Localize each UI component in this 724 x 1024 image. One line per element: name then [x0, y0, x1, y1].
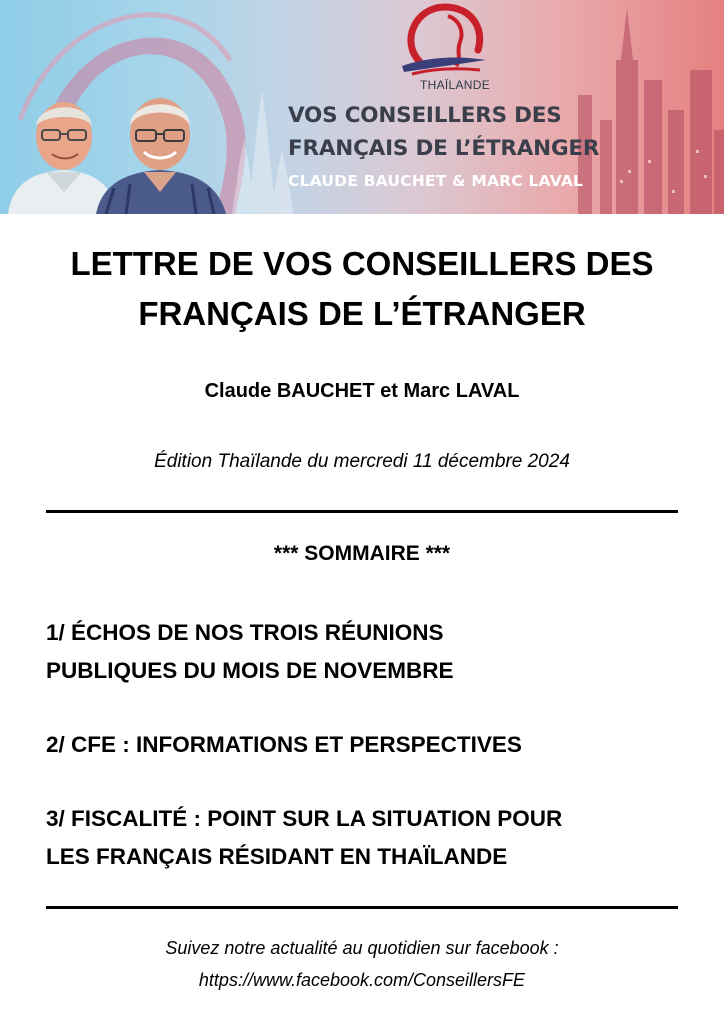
document-title-line2: FRANÇAIS DE L’ÉTRANGER [138, 295, 586, 332]
footer-facebook-link[interactable]: https://www.facebook.com/ConseillersFE [198, 970, 526, 990]
banner-title-line2: FRANÇAIS DE L’ÉTRANGER [288, 136, 600, 161]
banner-region: THAÏLANDE [419, 78, 491, 92]
header-banner [0, 0, 724, 214]
document-title-line1: LETTRE DE VOS CONSEILLERS DES [70, 245, 654, 282]
banner-title-line1: VOS CONSEILLERS DES [288, 103, 562, 128]
footer-follow-text: Suivez notre actualité au quotidien sur facebook : [165, 938, 559, 958]
divider-top [46, 510, 678, 513]
portrait-marc-laval [96, 88, 226, 214]
divider-bottom [46, 906, 678, 909]
summary-item-3-line1: 3/ FISCALITÉ : POINT SUR LA SITUATION POUR [46, 806, 563, 831]
summary-item-2: 2/ CFE : INFORMATIONS ET PERSPECTIVES [46, 732, 522, 757]
summary-heading: *** SOMMAIRE *** [273, 542, 451, 565]
conseillers-logo [390, 2, 500, 86]
summary-item-1-line1: 1/ ÉCHOS DE NOS TROIS RÉUNIONS [46, 620, 444, 645]
banner-names: CLAUDE BAUCHET & MARC LAVAL [288, 172, 584, 190]
document-edition: Édition Thaïlande du mercredi 11 décembre 2024 [154, 451, 570, 472]
summary-item-1-line2: PUBLIQUES DU MOIS DE NOVEMBRE [46, 658, 454, 683]
summary-item-3-line2: LES FRANÇAIS RÉSIDANT EN THAÏLANDE [46, 844, 508, 869]
document-authors: Claude BAUCHET et Marc LAVAL [204, 380, 520, 402]
